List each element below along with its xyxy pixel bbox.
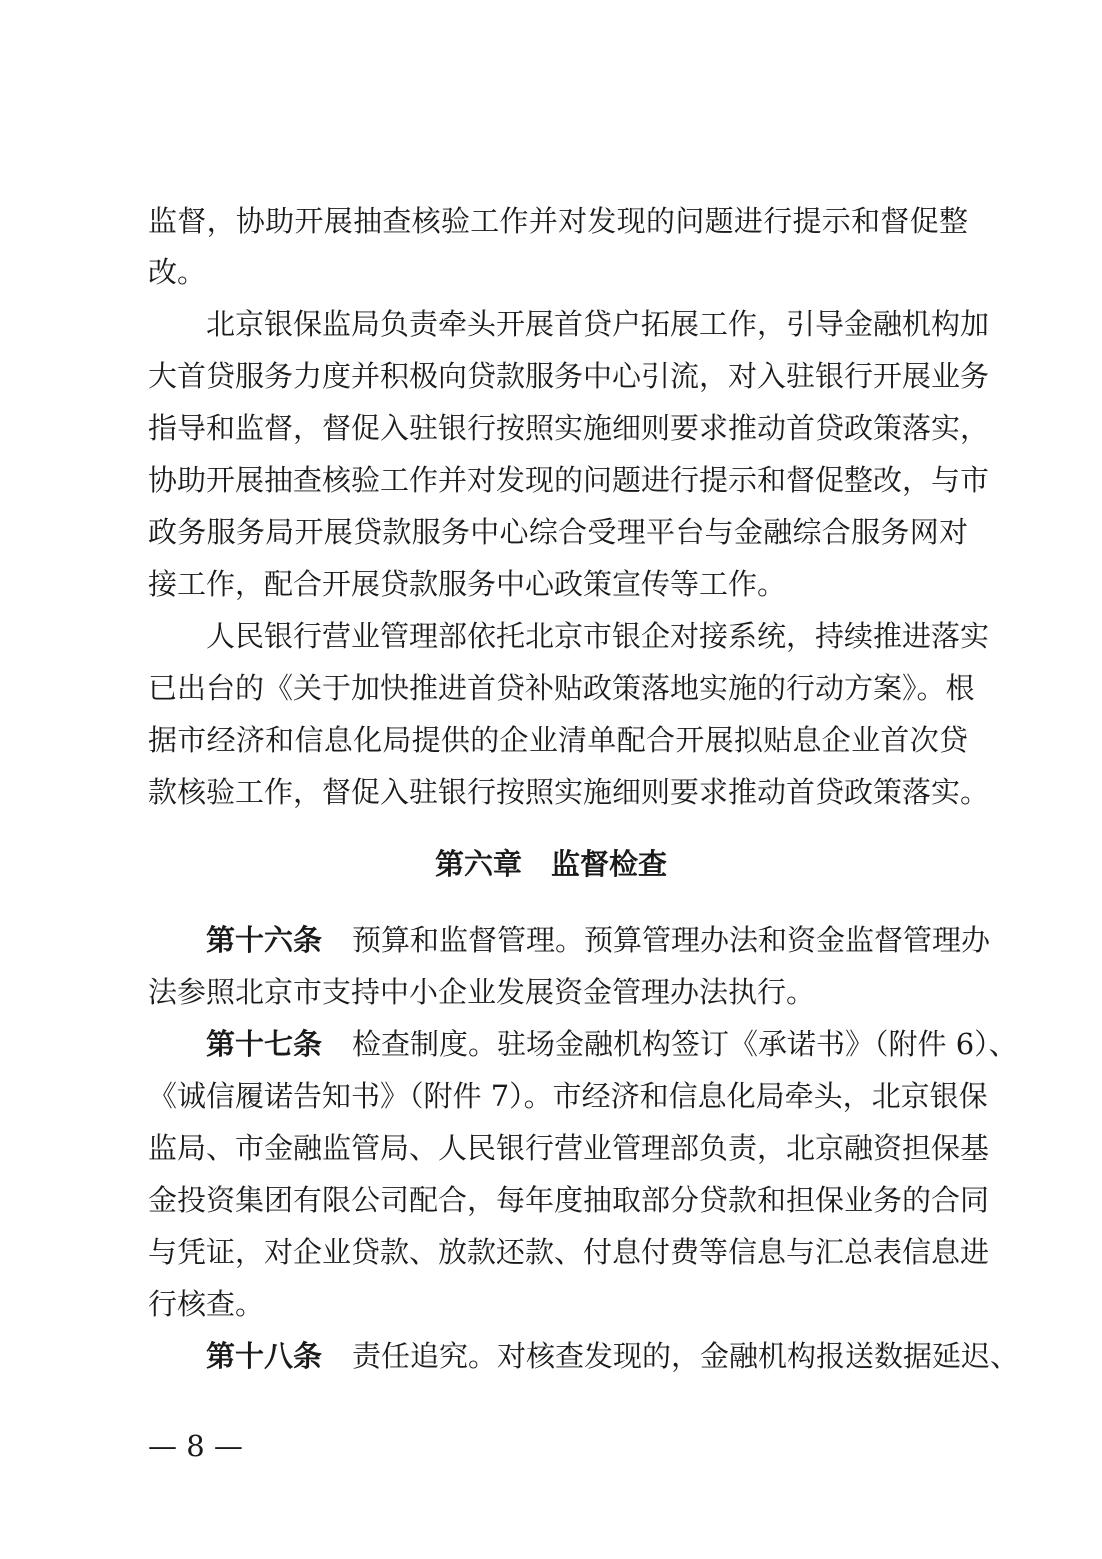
paragraph-line: 据市经济和信息化局提供的企业清单配合开展拟贴息企业首次贷 [148,723,968,757]
paragraph-line: 与凭证，对企业贷款、放款还款、付息付费等信息与汇总表信息进 [148,1235,990,1269]
paragraph-line: 指导和监督，督促入驻银行按照实施细则要求推动首贷政策落实， [148,411,990,445]
article-label: 第十六条 [206,923,323,957]
paragraph-line: 改。 [148,255,207,289]
paragraph-line: 人民银行营业管理部依托北京市银企对接系统，持续推进落实 [206,619,990,653]
paragraph-line: 法参照北京市支持中小企业发展资金管理办法执行。 [148,975,816,1009]
paragraph-line: 已出台的《关于加快推进首贷补贴政策落地实施的行动方案》。根 [148,671,975,705]
paragraph-line: 行核查。 [148,1287,265,1321]
paragraph-line: 大首贷服务力度并积极向贷款服务中心引流，对入驻银行开展业务 [148,359,990,393]
page-number: — 8 — [148,1429,243,1463]
paragraph-line: 监督，协助开展抽查核验工作并对发现的问题进行提示和督促整 [148,204,968,238]
article-text: 检查制度。驻场金融机构签订《承诺书》（附件 6）、 [352,1027,1018,1061]
article-text: 责任追究。对核查发现的，金融机构报送数据延迟、 [352,1339,1020,1373]
article-label: 第十七条 [206,1027,323,1061]
paragraph-line: 金投资集团有限公司配合，每年度抽取部分贷款和担保业务的合同 [148,1183,990,1217]
article-text: 预算和监督管理。预算管理办法和资金监督管理办 [352,923,991,957]
chapter-title: 第六章 监督检查 [434,847,667,881]
paragraph-line: 监局、市金融监管局、人民银行营业管理部负责，北京融资担保基 [148,1131,990,1165]
paragraph-line: 款核验工作，督促入驻银行按照实施细则要求推动首贷政策落实。 [148,775,990,809]
article-18-line [206,1338,1020,1374]
article-label: 第十八条 [206,1339,323,1373]
paragraph-line: 北京银保监局负责牵头开展首贷户拓展工作，引导金融机构加 [206,307,990,341]
article-16-line [206,922,991,958]
paragraph-line: 接工作，配合开展贷款服务中心政策宣传等工作。 [148,567,787,601]
paragraph-line: 政务服务局开展贷款服务中心综合受理平台与金融综合服务网对 [148,515,968,549]
paragraph-line: 协助开展抽查核验工作并对发现的问题进行提示和督促整改，与市 [148,463,990,497]
paragraph-line: 《诚信履诺告知书》（附件 7）。市经济和信息化局牵头，北京银保 [148,1079,988,1113]
article-17-line [206,1026,1018,1062]
